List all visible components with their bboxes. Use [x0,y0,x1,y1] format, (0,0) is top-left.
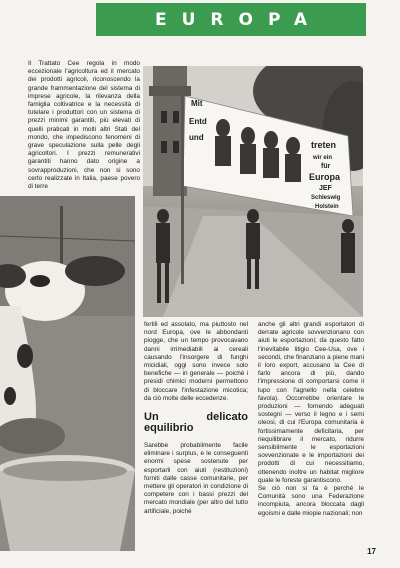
banner-line-6: Schleswig [311,195,341,201]
column-3-text-a: anche gli altri grandi esportatori di derrate agricole sovvenzionano con aiuti le esportazioni; da questo fatto l'inevitabile litigio Cee-Usa, ove i secondi, che finanziano a piene mani il loro export, accusano la Cee di farlo ancora di più, dando l'impressione di comportarsi come il lupo con l'agnello nella celebre favola). Occorrebbe orientare le produzioni — fornendo adeguati sostegni — verso il legno e i semi oleosi, di cui l'Europa comunitaria è fortissimamente deficitaria, per riequilibrare il mercato, ridurre sensibilmente le esportazioni sovvenzionate e le importazioni dei prodotti di cui necessitiamo, ottenendo inoltre un habitat migliore quale le foreste garantiscono. [258,321,364,484]
demonstration-photo-drawing [143,66,363,317]
page-number: 17 [367,547,376,556]
column-1-text: Il Trattato Cee regola in modo eccezionale l'agricoltura ed il mercato dei prodotti agricoli, riconoscendo la grande frammentazione del sistema di imprese agricole, la rilevanza della famiglia coltivatrice e la necessità di tutelare i produttori con un sistema di prezzi minimi garantiti, più elevati di quelli praticati in molti altri Stati del mondo, che impediscono fenomeni di grave speculazione sulla pelle degli agricoltori. I prezzi remunerativi garantiti hanno dato origine a sovrapproduzioni, che non si sono certo realizzate in Italia, paese povero di terre [28,60,140,191]
section-header-band [96,3,366,36]
article-column-1 [28,60,140,191]
article-column-2 [144,321,248,516]
banner-line-4: Europa [309,172,341,182]
cow-photo [0,196,135,551]
banner-line-2: wir ein [313,155,333,161]
column-2-text-top: fertili ed assolato, ma piuttosto nel nord Europa, ove le abbondanti piogge, che un tempo provocavano danni irrimediabili ai cereali causando l'insorgere di funghi micidiali, oggi sono invece solo benefiche — in generale — poiché i presidi chimici moderni permettono di bloccare l'infestazione micotica; da ciò molte delle eccedenze. [144,321,248,402]
banner-line-3: für [321,163,331,170]
banner-left-2: Entd [189,117,207,126]
cow-photo-drawing [0,196,135,551]
banner-line-7: Holstein [315,204,339,210]
banner-line-5: JEF [319,185,332,192]
banner-left-1: Mit [191,99,203,108]
article-column-3 [258,321,364,518]
demonstration-photo [143,66,363,317]
subheading: Un delicato equilibrio [144,411,248,435]
section-title: EUROPA [154,9,322,30]
column-2-text-bottom: Sarebbe probabilmente facile eliminare i surplus, e le conseguenti enormi spese sostenute per esportarli con aiuti (restituzioni) forniti dalle casse comunitarie, per mettere gli operatori in condizione di competere con i bassi prezzi del mercato mondiale (per altro del tutto artificiale, poiché [144,442,248,515]
banner-line-1: treten [311,140,337,150]
banner-left-3: und [189,133,204,142]
column-3-text-b: Se ciò non si fa è perché le Comunità sono una Federazione incompiuta, ancora bloccata dagli egoismi e dalle miopie nazionali; non [258,485,364,517]
